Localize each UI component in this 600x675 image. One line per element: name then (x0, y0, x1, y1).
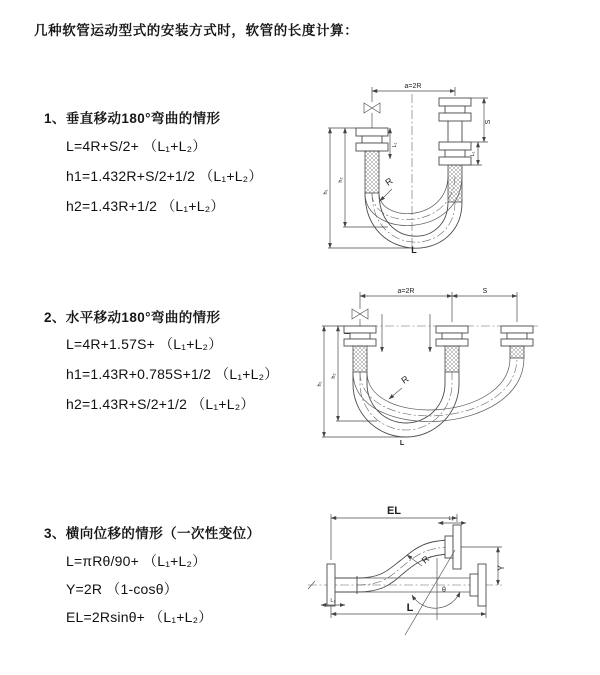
dim-label-y: Y (496, 564, 506, 572)
right-braid-section (510, 346, 524, 358)
section-3-formula-el: EL=2Rsinθ+ （L₁+L₂） (66, 609, 213, 625)
right-flange (501, 326, 533, 346)
dim-label-l1-left: L₁ (392, 142, 398, 148)
section-2-formula-l: L=4R+1.57S+ （L₁+L₂） (66, 336, 223, 352)
dim-label-l: L (406, 602, 414, 614)
dim-label-h2: h₂ (338, 177, 344, 183)
dim-label-s: S (485, 119, 492, 125)
section-2-formula-h2: h2=1.43R+S/2+1/2 （L₁+L₂） (66, 396, 255, 412)
right-flange-plate (478, 564, 486, 606)
section-3-formula-l: L=πRθ/90+ （L₁+L₂） (66, 553, 207, 569)
valve-icon (352, 309, 368, 326)
dim-label-a2r: a=2R (397, 288, 415, 295)
dim-label-a2r: a=2R (404, 83, 422, 90)
radius-label: R (399, 373, 411, 386)
right-flange-upper (439, 98, 471, 121)
section-1-formula-h2: h2=1.43R+1/2 （L₁+L₂） (66, 198, 225, 214)
angle-arc-arrows (412, 592, 460, 608)
top-fitting (445, 536, 453, 558)
right-fitting (470, 574, 478, 596)
radius-leader-arrow (380, 189, 392, 201)
section-2-formula-h1: h1=1.43R+0.785S+1/2 （L₁+L₂） (66, 366, 279, 382)
dim-label-el: EL (386, 505, 402, 517)
angle-inclined-line (405, 550, 455, 635)
section-3-heading: 3、横向位移的情形（一次性变位） (44, 526, 261, 541)
dim-label-h1: h₁ (323, 189, 329, 195)
diagram-horizontal-180-bend (312, 284, 600, 452)
dim-label-s: S (482, 288, 488, 295)
section-1-formula-l: L=4R+S/2+ （L₁+L₂） (66, 138, 207, 154)
el-dim-extensions (331, 514, 457, 560)
diagram-lateral-displacement (300, 492, 600, 662)
length-label: L (411, 245, 417, 255)
dim-label-l1-right: L₁ (470, 151, 476, 157)
left-braid-section (353, 346, 367, 372)
angle-label: θ (442, 587, 446, 594)
left-flange (356, 128, 388, 151)
middle-flange (436, 326, 468, 346)
dim-extension-lines (360, 292, 517, 322)
section-1-formula-h1: h1=1.432R+S/2+1/2 （L₁+L₂） (66, 168, 263, 184)
right-flange-lower (439, 142, 471, 165)
diagram-vertical-180-bend (318, 80, 598, 255)
valve-icon (364, 103, 380, 128)
radius-label: R (419, 553, 432, 566)
hose-u-bend-lower-position (365, 193, 462, 248)
dim-label-h1: h₁ (317, 381, 323, 387)
dim-label-l2: L₂ (330, 598, 336, 604)
middle-braid-section (445, 346, 459, 372)
section-3-formula-y: Y=2R （1-cosθ） (66, 581, 178, 597)
left-flange (344, 326, 376, 346)
left-braid-section (365, 151, 379, 193)
right-pipe-walls (448, 121, 462, 142)
radius-leader-arrow (389, 388, 402, 399)
dim-label-l1: L₁ (448, 516, 454, 522)
radius-label: R (383, 175, 395, 188)
section-1-heading: 1、垂直移动180°弯曲的情形 (44, 111, 221, 126)
top-flange-plate (453, 525, 461, 569)
length-label: L (399, 440, 405, 447)
dim-label-h2: h₂ (331, 373, 337, 379)
page-title: 几种软管运动型式的安装方式时，软管的长度计算： (34, 23, 359, 38)
section-2-heading: 2、水平移动180°弯曲的情形 (44, 310, 221, 325)
hose-s-curve (357, 540, 453, 592)
